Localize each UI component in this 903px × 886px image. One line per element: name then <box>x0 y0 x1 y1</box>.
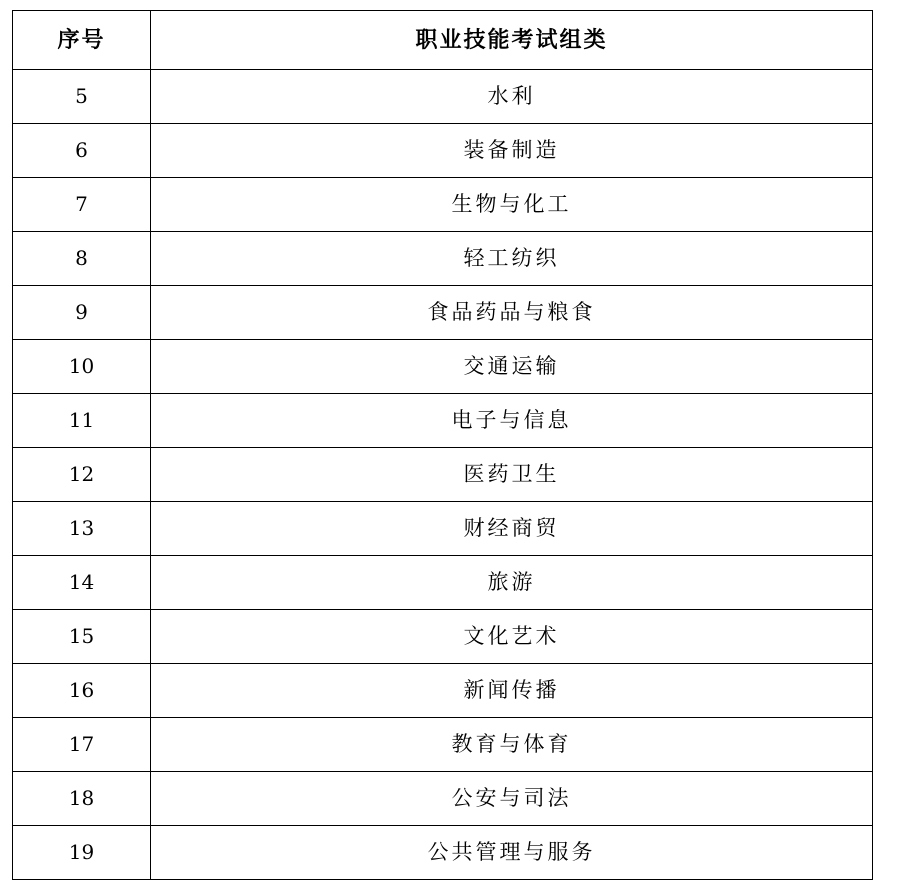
table-row <box>13 448 873 502</box>
cell-category: 新闻传播 <box>151 664 873 718</box>
cell-index: 13 <box>13 502 151 556</box>
cell-index: 5 <box>13 70 151 124</box>
cell-index: 6 <box>13 124 151 178</box>
table-row <box>13 772 873 826</box>
column-header-index: 序号 <box>13 11 151 70</box>
table-row <box>13 70 873 124</box>
cell-index: 11 <box>13 394 151 448</box>
cell-category: 旅游 <box>151 556 873 610</box>
table-header <box>13 11 873 70</box>
table-row <box>13 178 873 232</box>
cell-category: 生物与化工 <box>151 178 873 232</box>
cell-category: 交通运输 <box>151 340 873 394</box>
table-body <box>13 70 873 880</box>
table-row <box>13 664 873 718</box>
table-row <box>13 394 873 448</box>
table-row <box>13 286 873 340</box>
cell-category: 公共管理与服务 <box>151 826 873 880</box>
cell-category: 教育与体育 <box>151 718 873 772</box>
table-row <box>13 502 873 556</box>
cell-index: 19 <box>13 826 151 880</box>
table-row <box>13 124 873 178</box>
table-row <box>13 826 873 880</box>
table-row <box>13 340 873 394</box>
document-page <box>0 10 903 886</box>
exam-category-table <box>12 10 873 880</box>
cell-category: 电子与信息 <box>151 394 873 448</box>
cell-index: 8 <box>13 232 151 286</box>
cell-category: 水利 <box>151 70 873 124</box>
cell-index: 14 <box>13 556 151 610</box>
cell-index: 7 <box>13 178 151 232</box>
table-row <box>13 556 873 610</box>
table-header-row <box>13 11 873 70</box>
cell-category: 医药卫生 <box>151 448 873 502</box>
column-header-category: 职业技能考试组类 <box>151 11 873 70</box>
cell-index: 12 <box>13 448 151 502</box>
cell-category: 财经商贸 <box>151 502 873 556</box>
cell-index: 9 <box>13 286 151 340</box>
cell-category: 轻工纺织 <box>151 232 873 286</box>
cell-index: 16 <box>13 664 151 718</box>
cell-index: 17 <box>13 718 151 772</box>
cell-index: 18 <box>13 772 151 826</box>
cell-index: 15 <box>13 610 151 664</box>
table-row <box>13 718 873 772</box>
cell-category: 装备制造 <box>151 124 873 178</box>
table-row <box>13 610 873 664</box>
table-row <box>13 232 873 286</box>
cell-category: 食品药品与粮食 <box>151 286 873 340</box>
cell-category: 文化艺术 <box>151 610 873 664</box>
cell-category: 公安与司法 <box>151 772 873 826</box>
cell-index: 10 <box>13 340 151 394</box>
